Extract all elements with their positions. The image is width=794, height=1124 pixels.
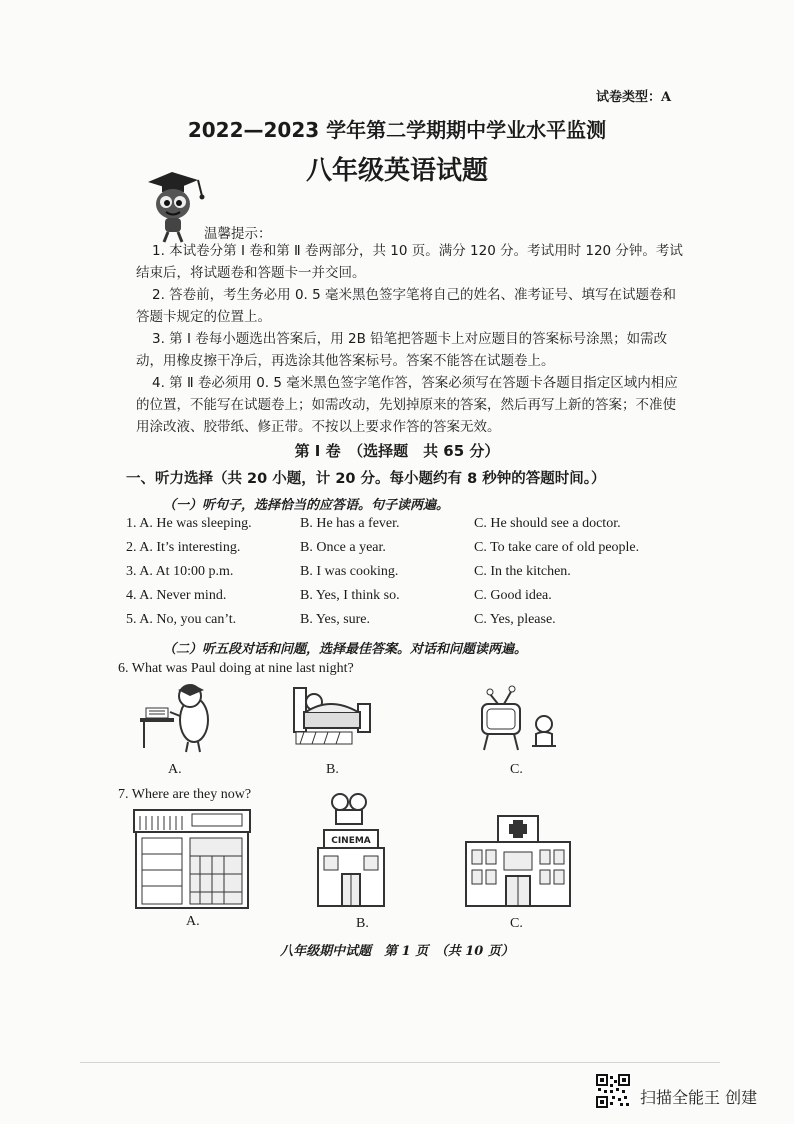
paper-type-label: 试卷类型：A (596, 90, 672, 105)
question-6-text: 6. What was Paul doing at nine last night? (118, 661, 354, 676)
instruction-2: （二）听五段对话和问题，选择最佳答案。对话和问题读两遍。 (163, 642, 528, 657)
question-row (126, 588, 726, 610)
option-a: 4. A. Never mind. (126, 588, 227, 603)
bookstore-picture-icon (130, 806, 254, 910)
tip-3: 3. 第 Ⅰ 卷每小题选出答案后，用 2B 铅笔把答题卡上对应题目的答案标号涂黑；如需改动，用橡皮擦干净后，再选涂其他答案标号。答案不能答在试题卷上。 (136, 331, 668, 369)
hospital-picture-icon (462, 812, 574, 910)
option-c: C. In the kitchen. (474, 564, 571, 579)
doing-homework-picture-icon (136, 682, 216, 754)
option-c: C. Yes, please. (474, 612, 556, 627)
cinema-sign-text: CINEMA (331, 836, 371, 846)
q6-option-a-label: A. (168, 762, 182, 777)
option-b: B. Once a year. (300, 540, 386, 555)
graduate-mascot-icon (142, 168, 206, 244)
question-row (126, 540, 726, 562)
question-7-text: 7. Where are they now? (118, 787, 252, 802)
question-row (126, 612, 726, 634)
option-b: B. Yes, I think so. (300, 588, 400, 603)
tips-heading: 温馨提示： (204, 226, 272, 242)
exam-main-title: 2022—2023 学年第二学期期中学业水平监测 (187, 118, 607, 142)
q7-option-a-label: A. (186, 914, 200, 929)
tip-1: 1. 本试卷分第 Ⅰ 卷和第 Ⅱ 卷两部分，共 10 页。满分 120 分。考试用时 120 分钟。考试结束后，将试题卷和答题卡一并交回。 (136, 243, 683, 281)
scanner-watermark: 扫描全能王 创建 (640, 1088, 758, 1107)
option-b: B. He has a fever. (300, 516, 400, 531)
q6-option-b-label: B. (326, 762, 339, 777)
scan-divider (80, 1062, 720, 1063)
option-c: C. To take care of old people. (474, 540, 640, 555)
option-b: B. I was cooking. (300, 564, 399, 579)
sleeping-in-bed-picture-icon (290, 682, 374, 750)
option-b: B. Yes, sure. (300, 612, 371, 627)
instruction-1: （一）听句子，选择恰当的应答语。句子读两遍。 (163, 498, 450, 513)
option-c: C. He should see a doctor. (474, 516, 621, 531)
option-a: 3. A. At 10:00 p.m. (126, 564, 234, 579)
q6-option-c-label: C. (510, 762, 523, 777)
section-title: 第 Ⅰ 卷 （选择题 共 65 分） (294, 442, 500, 460)
part-title: 一、听力选择（共 20 小题，计 20 分。每小题约有 8 秒钟的答题时间。） (126, 471, 606, 487)
option-c: C. Good idea. (474, 588, 552, 603)
exam-sub-title: 八年级英语试题 (305, 156, 488, 186)
q7-option-c-label: C. (510, 916, 523, 931)
question-row (126, 516, 726, 538)
tip-4: 4. 第 Ⅱ 卷必须用 0. 5 毫米黑色签字笔作答，答案必须写在答题卡各题目指定区域内相应的位置，不能写在试题卷上；如需改动，先划掉原来的答案，然后再写上新的答案；不准使用涂改液、胶带纸、修正带。不按以上要求作答的答案无效。 (136, 375, 678, 435)
tip-2: 2. 答卷前，考生务必用 0. 5 毫米黑色签字笔将自己的姓名、准考证号、填写在试题卷和答题卡规定的位置上。 (136, 287, 677, 325)
option-a: 5. A. No, you can’t. (126, 612, 237, 627)
cinema-picture-icon (314, 790, 388, 910)
qr-code-icon (596, 1074, 630, 1108)
option-a: 2. A. It’s interesting. (126, 540, 241, 555)
watching-tv-picture-icon (476, 684, 560, 756)
question-row (126, 564, 726, 586)
q7-option-b-label: B. (356, 916, 369, 931)
page-footer: 八年级期中试题 第 1 页 （共 10 页） (280, 944, 514, 959)
option-a: 1. A. He was sleeping. (126, 516, 252, 531)
